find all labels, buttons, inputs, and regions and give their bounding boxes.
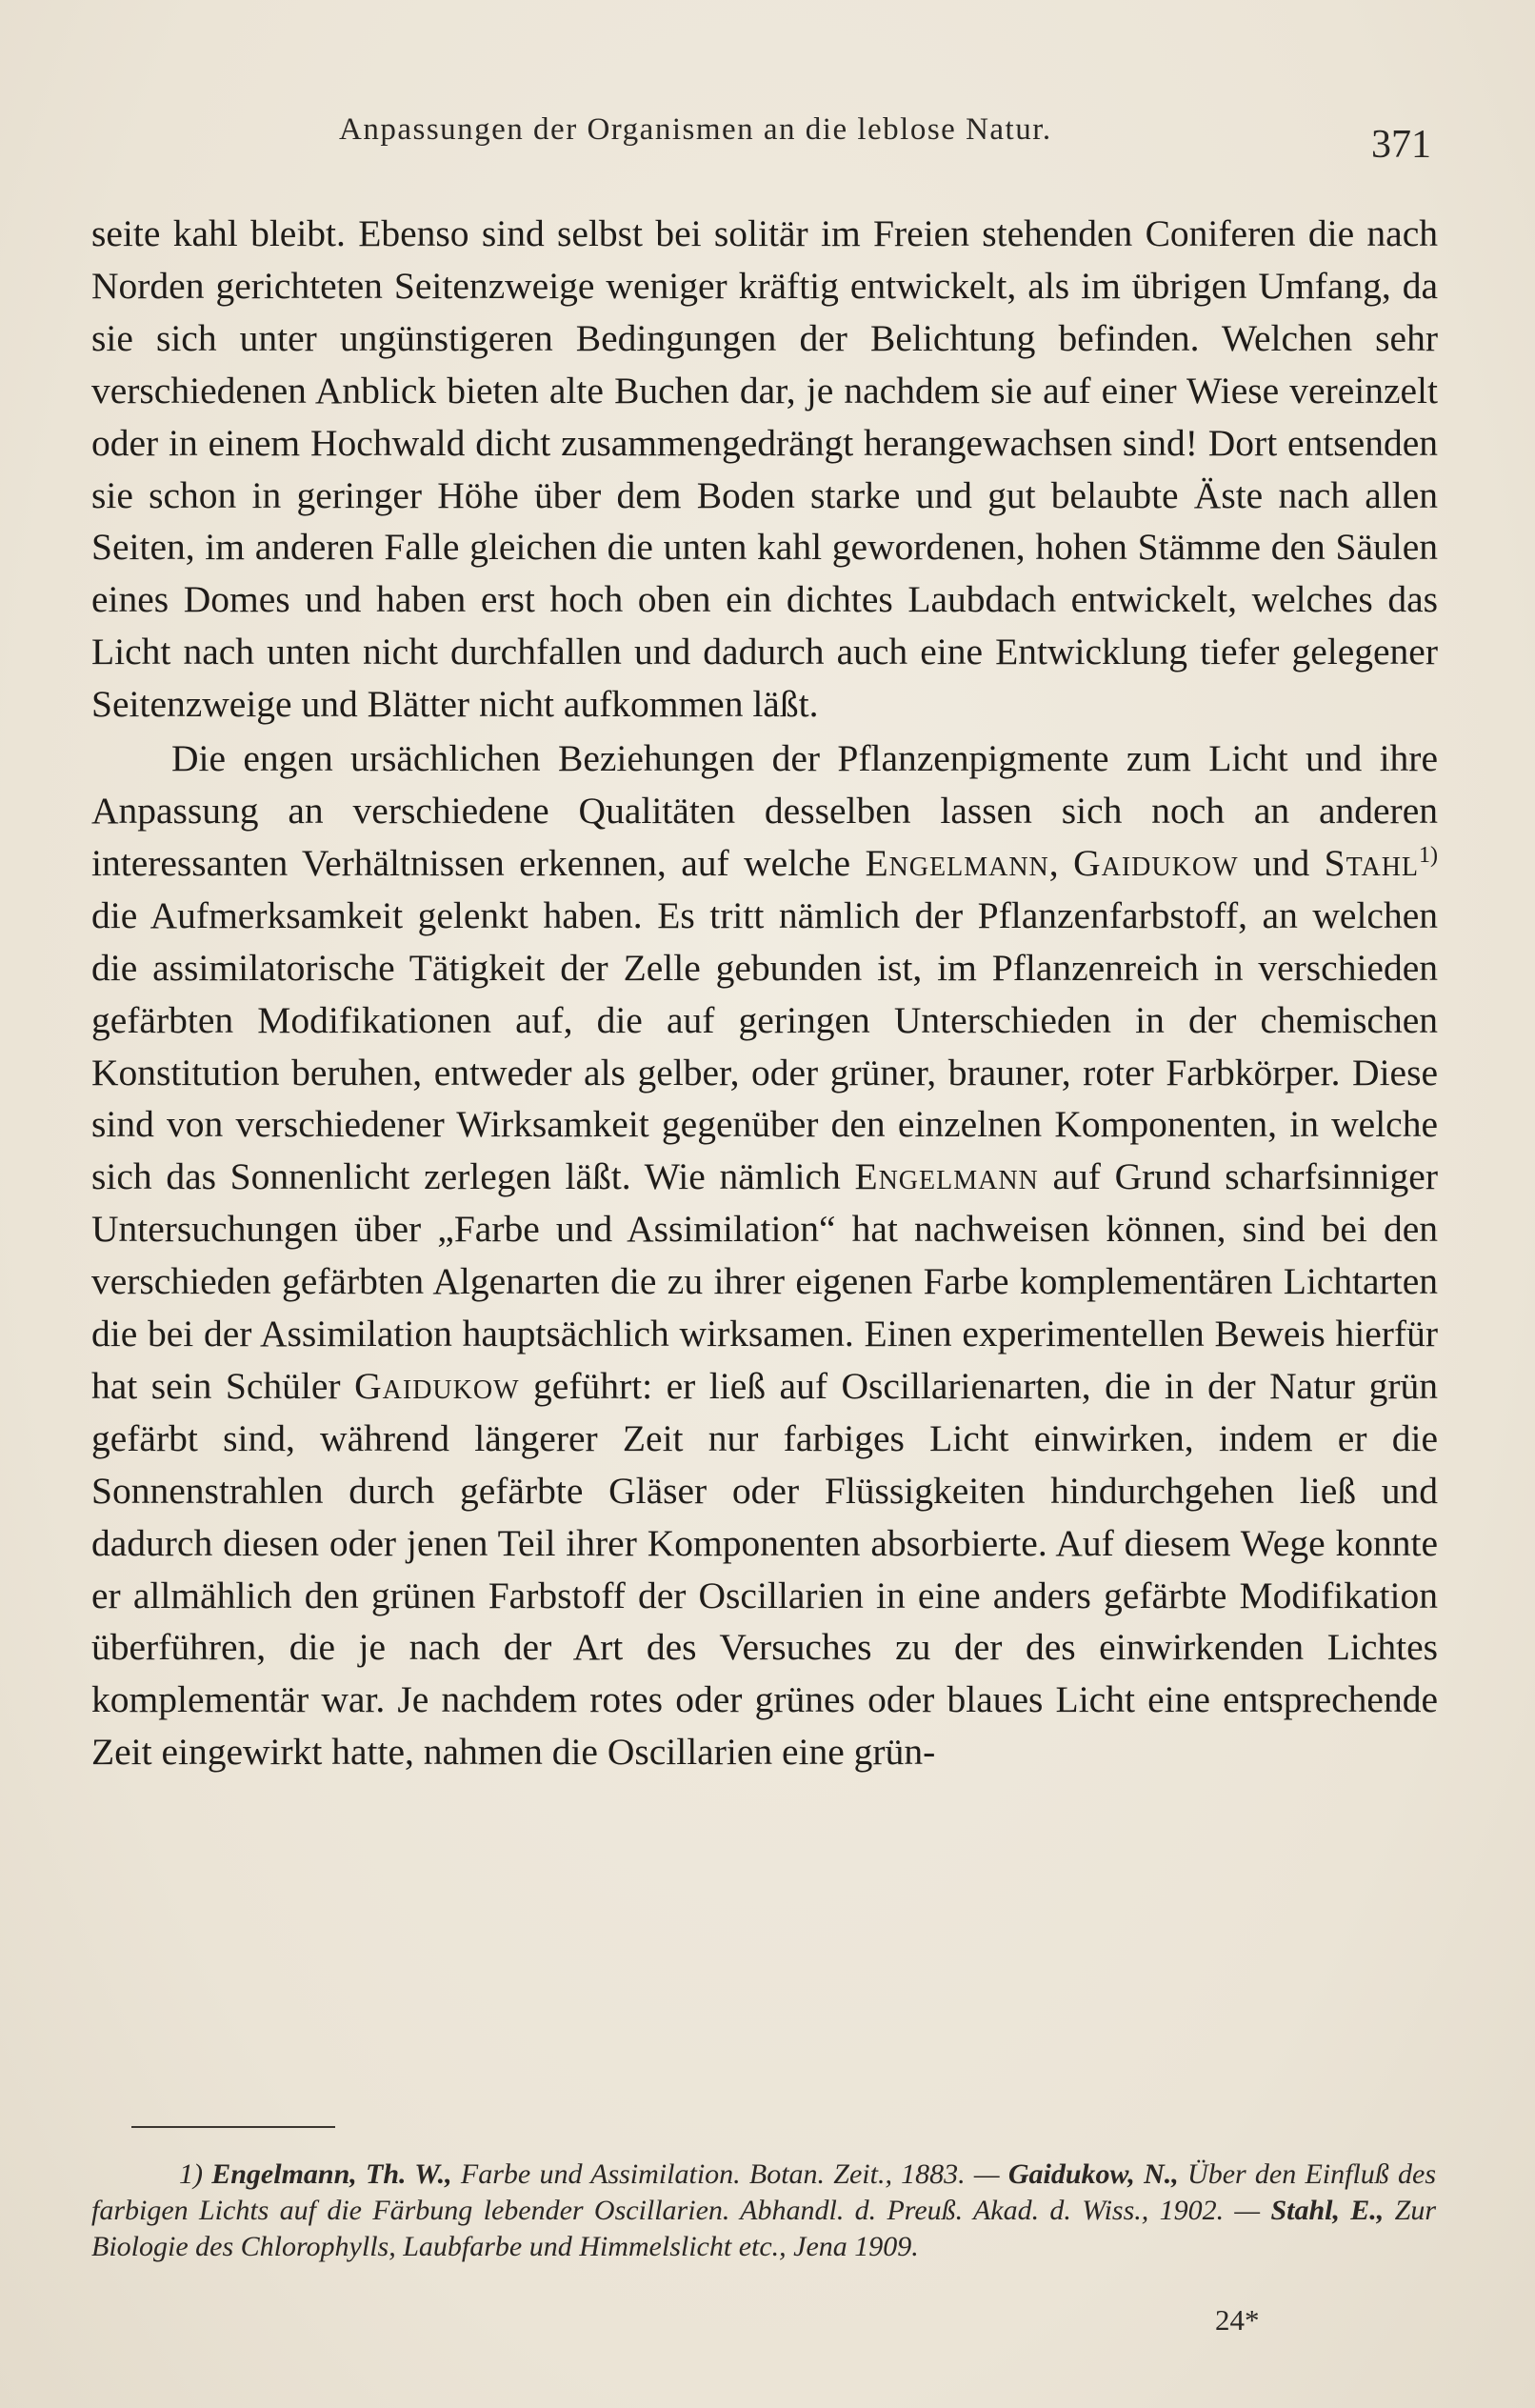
paragraph-2-text-b: ,	[1048, 841, 1074, 884]
footnote-text-1: Farbe und Assimilation. Botan. Zeit., 1883. —	[451, 2158, 1008, 2190]
footnote-reference: 1)	[1419, 842, 1439, 868]
author-name-engelmann-2: Engelmann	[854, 1155, 1039, 1198]
paragraph-2	[91, 732, 1438, 1778]
paragraph-1: seite kahl bleibt. Ebenso sind selbst bei solitär im Freien stehenden Coniferen die nach Norden gerichteten Seitenzweige weniger kräftig entwickelt, als im übrigen Umfang, da sie sich unter ungünstigeren Bedingungen der Belichtung befinden. Welchen sehr verschiedenen Anblick bieten alte Buchen dar, je nachdem sie auf einer Wiese vereinzelt oder in einem Hochwald dicht zusammengedrängt herangewachsen sind! Dort entsenden sie schon in geringer Höhe über dem Boden starke und gut belaubte Äste nach allen Seiten, im anderen Falle gleichen die unten kahl gewordenen, hohen Stämme den Säulen eines Domes und haben erst hoch oben ein dichtes Laubdach entwickelt, welches das Licht nach unten nicht durchfallen und dadurch auch eine Entwicklung tiefer gelegener Seitenzweige und Blätter nicht aufkommen läßt.	[91, 212, 1438, 726]
footnote-divider	[131, 2126, 335, 2128]
paragraph-2-text-c: und	[1238, 841, 1325, 884]
paragraph-2-text-d: die Aufmerksamkeit gelenkt haben. Es tritt nämlich der Pflanzenfarbstoff, an welchen die assimilatorische Tätigkeit der Zelle gebunden ist, im Pflanzenreich in verschieden gefärbten Modifikationen auf, die auf geringen Unterschieden in der chemischen Konstitution beruhen, entweder als gelber, oder grüner, brauner, roter Farbkörper. Diese sind von verschiedener Wirksamkeit gegenüber den einzelnen Komponenten, in welche sich das Sonnenlicht zerlegen läßt. Wie nämlich	[91, 893, 1438, 1198]
footnote	[91, 2157, 1436, 2265]
footnote-author-engelmann: Engelmann, Th. W.,	[211, 2158, 452, 2190]
page-number: 371	[1371, 123, 1431, 167]
paragraph-2-text-e: auf Grund scharfsinniger Untersuchungen über „Farbe und Assimilation“ hat nachweisen können, sind bei den verschieden gefärbten Algenarten die zu ihrer eigenen Farbe komplementären Lichtarten die bei der Assimilation hauptsächlich wirksamen. Einen experimentellen Beweis hierfür hat sein Schüler	[91, 1155, 1438, 1407]
footnote-marker: 1)	[179, 2158, 203, 2190]
paragraph-2-text-a: Die engen ursächlichen Beziehungen der Pflanzenpigmente zum Licht und ihre Anpassung an verschiedene Qualitäten desselben lassen sich noch an anderen interessanten Verhältnissen erkennen, auf welche	[91, 737, 1438, 884]
paragraph-2-text-f: geführt: er ließ auf Oscillarienarten, die in der Natur grün gefärbt sind, während längerer Zeit nur farbiges Licht einwirken, indem er die Sonnenstrahlen durch gefärbte Gläser oder Flüssigkeiten hindurchgehen ließ und dadurch diesen oder jenen Teil ihrer Komponenten absorbierte. Auf diesem Wege konnte er allmählich den grünen Farbstoff der Oscillarien in eine anders gefärbte Modifikation überführen, die je nach der Art des Versuches zu der des einwirkenden Lichtes komplementär war. Je nachdem rotes oder grünes oder blaues Licht eine entsprechende Zeit eingewirkt hatte, nahmen die Oscillarien eine grün-	[91, 1364, 1439, 1774]
footnote-author-gaidukow: Gaidukow, N.,	[1007, 2158, 1179, 2190]
signature-mark: 24*	[1215, 2303, 1260, 2337]
author-name-gaidukow: Gaidukow	[1073, 841, 1239, 884]
footnote-author-stahl: Stahl, E.,	[1270, 2195, 1385, 2226]
footnote-text-3: Zur Biologie des Chlorophylls, Laubfarbe und Himmelslicht etc., Jena 1909.	[91, 2195, 1436, 2262]
body-text	[91, 208, 1438, 1778]
footnote-text-2: Über den Einfluß des farbigen Lichts auf die Färbung lebender Oscillarien. Abhandl. d. Preuß. Akad. d. Wiss., 1902. —	[91, 2158, 1437, 2226]
author-name-engelmann: Engelmann	[865, 841, 1049, 884]
running-head: Anpassungen der Organismen an die leblose Natur.	[339, 112, 1052, 147]
author-name-stahl: Stahl	[1324, 841, 1420, 884]
author-name-gaidukow-2: Gaidukow	[354, 1364, 520, 1407]
